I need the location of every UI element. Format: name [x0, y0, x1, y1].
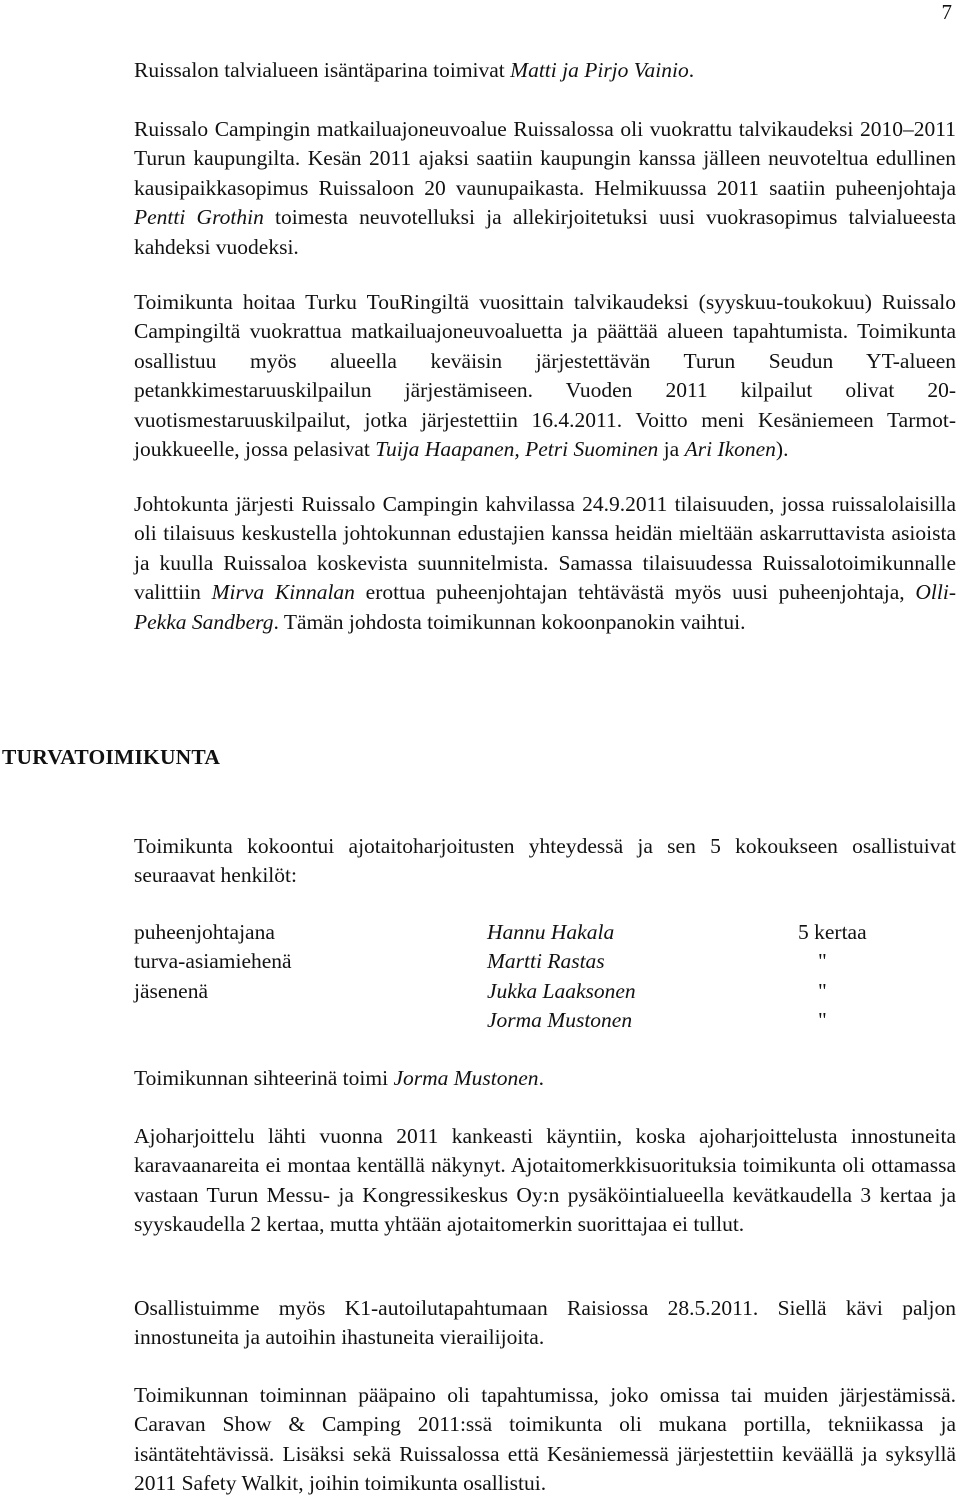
member-role: jäsenenä [134, 978, 209, 1003]
lease-name: Pentti Grothin [134, 205, 264, 230]
member-count: " [818, 978, 827, 1003]
board-text-mid: erottua puheenjohtajan tehtävästä myös uusi puheenjohtaja, [354, 580, 916, 605]
secretary-text-end: . [538, 1066, 544, 1090]
k1-paragraph: Osallistuimme myös K1-autoilutapahtumaan Raisiossa 28.5.2011. Siellä kävi paljon innostuneita ja autoihin ihastuneita vierailijoita. [134, 1296, 956, 1350]
lease-text-end: toimesta neuvotelluksi ja allekirjoitetuksi uusi vuokrasopimus talvialueesta kahdeksi vuodeksi. [134, 205, 957, 259]
host-names: Matti ja Pirjo Vainio [510, 58, 689, 82]
section-heading: TURVATOIMIKUNTA [2, 745, 221, 769]
lease-text: Ruissalo Campingin matkailuajoneuvoalue Ruissalossa oli vuokrattu talvikaudeksi 2010–2011 Turun kaupungilta. Kesän 2011 ajaksi saatiin kaupungin kanssa jälleen neuvoteltua edullinen kausipaikkasopimus Ruissaloon 20 vaunupaikasta. Helmikuussa 2011 saatiin puheenjohtaja [134, 117, 956, 200]
page-number: 7 [941, 0, 952, 24]
secretary-text: Toimikunnan sihteerinä toimi [134, 1066, 394, 1090]
board-text-end: . Tämän johdosta toimikunnan kokoonpanokin vaihtui. [273, 609, 746, 634]
member-list [134, 918, 956, 1035]
secretary-paragraph [134, 1064, 956, 1093]
member-row [134, 1006, 956, 1035]
member-name: Jorma Mustonen [487, 1007, 633, 1032]
committee-text: Toimikunta hoitaa Turku TouRingiltä vuosittain talvikaudeksi (syyskuu-toukokuu) Ruissalo Campingiltä vuokrattua matkailuajoneuvoaluetta ja päättää alueen tapahtumista. Toimikunta osallistuu myös alueella keväisin järjestettävän Turun Seudun YT-alueen petankkimestaruuskilpailun järjestämiseen. Vuoden 2011 kilpailut olivat 20-vuotismestaruuskilpailut, jotka järjestettiin 16.4.2011. Voitto meni Kesäniemeen Tarmot-joukkueelle, jossa pelasivat [134, 290, 956, 462]
committee-name-last: Ari Ikonen [684, 437, 776, 462]
committee-text-mid: ja [658, 437, 685, 462]
board-name-2: Olli-Pekka Sandberg [134, 580, 956, 634]
committee-text-end: ). [775, 437, 789, 462]
committee-names: Tuija Haapanen, Petri Suominen [375, 437, 659, 462]
host-text: Ruissalon talvialueen isäntäparina toimivat [134, 58, 511, 82]
events-paragraph: Toimikunnan toiminnan pääpaino oli tapahtumissa, joko omissa tai muiden järjestämissä. Caravan Show & Camping 2011:ssä toimikunta oli mukana portilla, tekniikassa ja isäntätehtävissä. Lisäksi sekä Ruissalossa että Kesäniemessä järjestettiin keväällä ja syksyllä 2011 Safety Walkit, joihin toimikunta osallistui. [134, 1383, 956, 1496]
driving-paragraph: Ajoharjoittelu lähti vuonna 2011 kankeasti käyntiin, koska ajoharjoittelusta innostuneita karavaanareita ei montaa kentällä näkynyt. Ajotaitomerkkisuorituksia toimikunta oli ottamassa vastaan Turun Messu- ja Kongressikeskus Oy:n pysäköintialueella kevätkaudella 3 kertaa ja syyskaudella 2 kertaa, mutta yhtään ajotaitomerkin suorittajaa ei tullut. [134, 1124, 956, 1237]
member-row [134, 918, 956, 947]
lease-paragraph [134, 115, 956, 262]
board-paragraph [134, 490, 956, 637]
member-count: " [818, 1007, 827, 1032]
board-name-1: Mirva Kinnalan [211, 580, 355, 605]
member-count: " [818, 949, 827, 974]
member-name: Hannu Hakala [487, 920, 615, 944]
secretary-name: Jorma Mustonen [393, 1066, 539, 1090]
member-name: Martti Rastas [487, 949, 605, 974]
member-role: turva-asiamiehenä [134, 949, 292, 974]
member-row [134, 947, 956, 976]
committee-paragraph [134, 288, 956, 464]
meetings-paragraph: Toimikunta kokoontui ajotaitoharjoitusten yhteydessä ja sen 5 kokoukseen osallistuivat seuraavat henkilöt: [134, 834, 956, 888]
board-text: Johtokunta järjesti Ruissalo Campingin kahvilassa 24.9.2011 tilaisuuden, jossa ruissalolaisilla oli tilaisuus keskustella johtokunnan edustajien kanssa heidän mieltään askarruttavista asioista ja kuulla Ruissaloa koskevista suunnitelmista. Samassa tilaisuudessa Ruissalotoimikunnalle valittiin [134, 492, 956, 605]
member-count: 5 kertaa [798, 920, 867, 944]
member-row [134, 977, 956, 1006]
member-role: puheenjohtajana [134, 920, 275, 944]
member-name: Jukka Laaksonen [487, 978, 636, 1003]
host-paragraph [134, 56, 956, 85]
host-text-end: . [688, 58, 695, 82]
